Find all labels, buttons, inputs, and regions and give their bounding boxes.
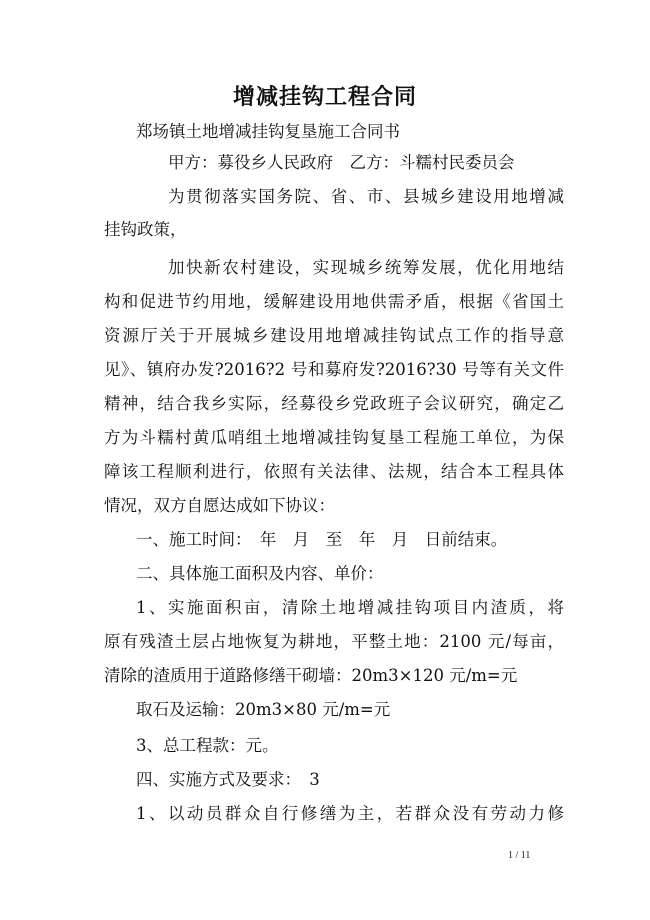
body-line: 精神，结合我乡实际，经募役乡党政班子会议研究，确定乙 [104,394,564,413]
body-line: 为贯彻落实国务院、省、市、县城乡建设用地增减 [168,187,564,206]
document-title: 增减挂钩工程合同 [232,85,417,110]
body-line: 加快新农村建设，实现城乡统筹发展，优化用地结 [168,258,564,277]
body-line: 1、以动员群众自行修缮为主，若群众没有劳动力修 [136,804,564,823]
body-line: 情况，双方自愿达成如下协议： [104,496,335,515]
body-line: 1、实施面积亩，清除土地增减挂钩项目内渣质，将 [136,598,564,617]
body-line: 构和促进节约用地，缓解建设用地供需矛盾，根据《省国土 [104,292,564,311]
body-line: 挂钩政策， [104,220,187,239]
body-line: 障该工程顺利进行，依照有关法律、法规，结合本工程具体 [104,462,564,481]
body-line: 取石及运输：20m3×80 元/m=元 [136,700,391,719]
clause-1-schedule: 一、施工时间： 年 月 至 年 月 日前结束。 [136,530,508,549]
contract-parties: 甲方：募役乡人民政府 乙方：斗糯村民委员会 [168,153,515,172]
body-line: 原有残渣土层占地恢复为耕地，平整土地：2100 元/每亩， [104,632,564,651]
page-number: 1 / 11 [508,850,531,861]
body-line: 见》、镇府办发?2016?2 号和募府发?2016?30 号等有关文件 [104,360,564,379]
body-line: 清除的渣质用于道路修缮干砌墙：20m3×120 元/m=元 [104,666,518,685]
body-line: 方为斗糯村黄瓜哨组土地增减挂钩复垦工程施工单位，为保 [104,428,564,447]
document-subtitle: 郑场镇土地增减挂钩复垦施工合同书 [136,122,400,141]
clause-4-heading: 四、实施方式及要求： 3 [136,770,320,789]
total-payment-line: 3、总工程款：元。 [136,736,279,755]
body-line: 资源厅关于开展城乡建设用地增减挂钩试点工作的指导意 [104,326,564,345]
clause-2-heading: 二、具体施工面积及内容、单价： [136,564,384,583]
